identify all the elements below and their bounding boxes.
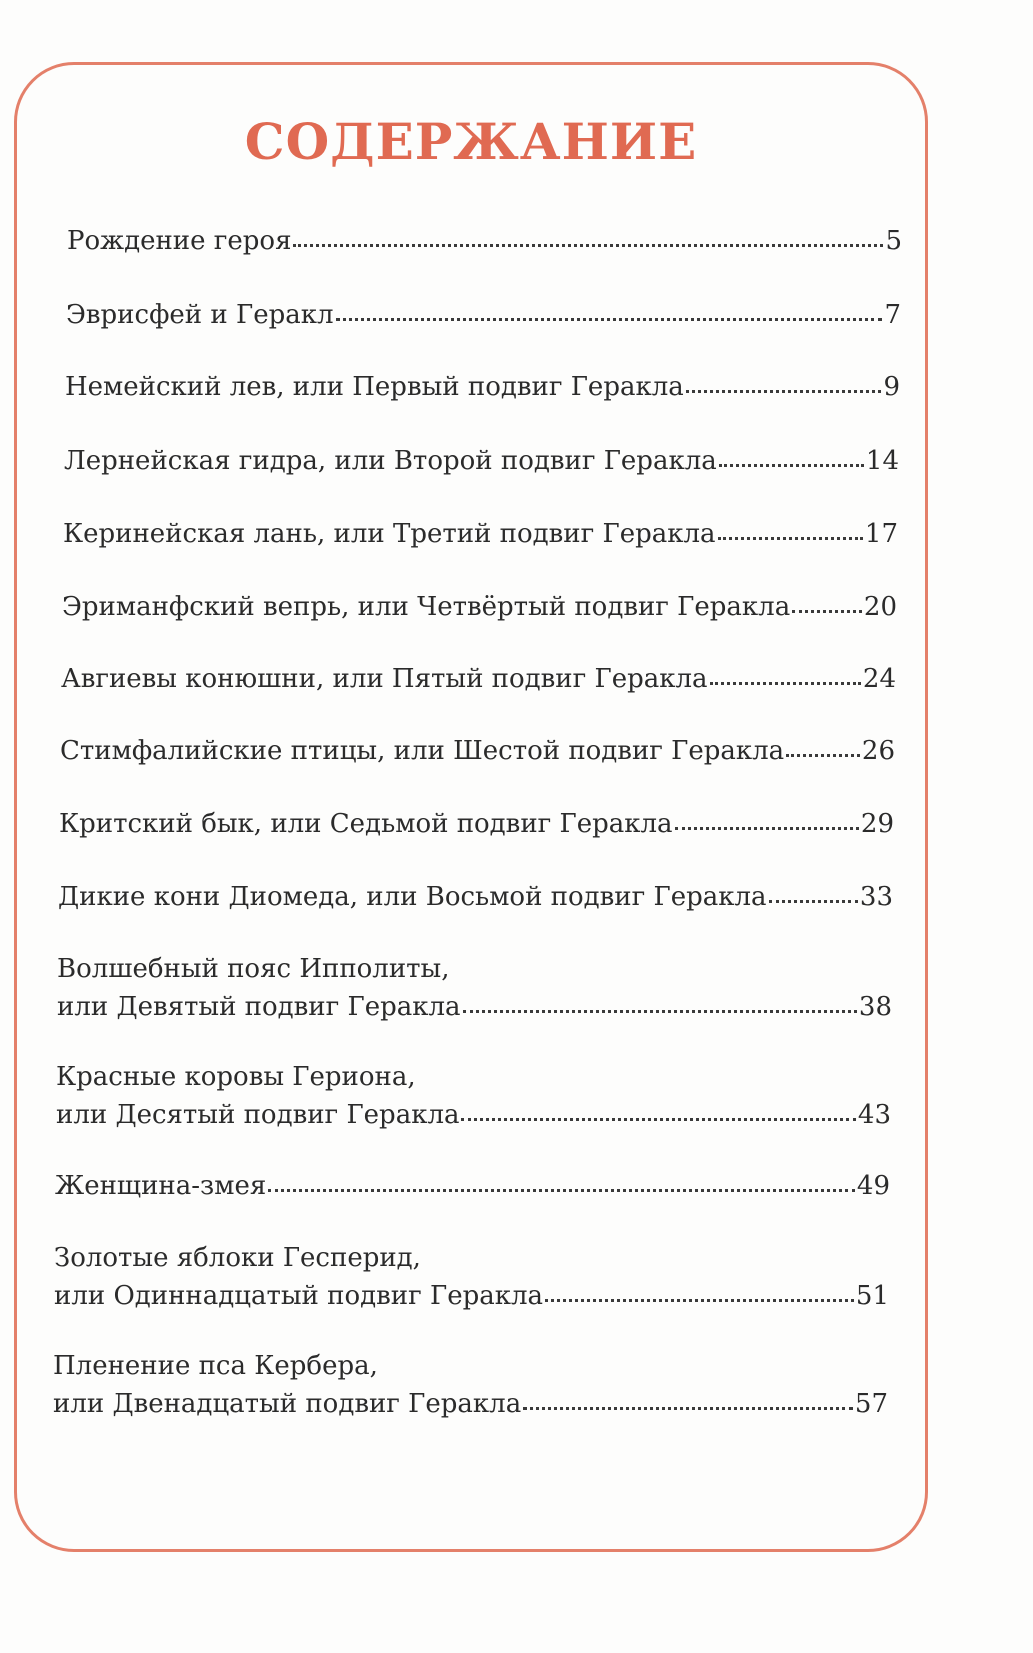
toc-entry: [56, 1058, 891, 1134]
toc-entry: [66, 296, 901, 334]
dot-leader: [545, 1284, 854, 1304]
toc-page-number: 20: [863, 592, 897, 622]
dot-leader: [336, 303, 883, 323]
toc-entry: [61, 660, 896, 698]
toc-entry-title-line1: Красные коровы Гериона,: [56, 1062, 416, 1092]
page-title: СОДЕРЖАНИЕ: [244, 112, 698, 171]
toc-page-number: 29: [860, 809, 894, 839]
toc-entry: [53, 1347, 888, 1423]
toc-entry-title: Критский бык, или Седьмой подвиг Геракла: [59, 809, 673, 839]
dot-leader: [786, 739, 860, 759]
dot-leader: [523, 1392, 853, 1412]
toc-entry: [60, 732, 895, 770]
dot-leader: [461, 1103, 855, 1123]
dot-leader: [268, 1174, 855, 1194]
toc-page-number: 5: [885, 226, 902, 256]
toc-page-number: 33: [859, 882, 893, 912]
toc-entry-title: Женщина-змея: [55, 1171, 267, 1201]
toc-entry: [65, 368, 900, 406]
dot-leader: [792, 595, 862, 615]
toc-entry: [67, 222, 902, 260]
toc-page-number: 43: [857, 1100, 891, 1130]
toc-entry: [62, 588, 897, 626]
toc-entry-title: Лернейская гидра, или Второй подвиг Геракла: [64, 446, 717, 476]
toc-entry-title: или Десятый подвиг Геракла: [56, 1100, 460, 1130]
dot-leader: [719, 449, 864, 469]
toc-page-number: 24: [862, 664, 896, 694]
toc-page-number: 17: [864, 519, 898, 549]
toc-page-number: 51: [855, 1281, 889, 1311]
toc-entry-title: Немейский лев, или Первый подвиг Геракла: [65, 372, 684, 402]
toc-entry: [64, 442, 899, 480]
toc-entry: [57, 950, 892, 1026]
toc-entry: [59, 805, 894, 843]
dot-leader: [769, 885, 858, 905]
toc-entry: [55, 1167, 890, 1205]
toc-entry-title: Дикие кони Диомеда, или Восьмой подвиг Геракла: [58, 882, 767, 912]
dot-leader: [710, 667, 861, 687]
toc-page-number: 57: [854, 1389, 888, 1419]
toc-page-number: 26: [861, 736, 895, 766]
toc-entry-title-line1: Пленение пса Кербера,: [53, 1351, 378, 1381]
toc-entry-title: или Двенадцатый подвиг Геракла: [53, 1389, 522, 1419]
dot-leader: [686, 375, 882, 395]
toc-page-number: 7: [884, 300, 901, 330]
dot-leader: [463, 995, 857, 1015]
toc-page-number: 38: [858, 992, 892, 1022]
toc-entry-title: или Девятый подвиг Геракла: [57, 992, 461, 1022]
toc-page-number: 9: [883, 372, 900, 402]
toc-entry-title: Керинейская лань, или Третий подвиг Геракла: [63, 519, 716, 549]
toc-page-number: 49: [856, 1171, 890, 1201]
toc-entry-title: или Одиннадцатый подвиг Геракла: [54, 1281, 544, 1311]
toc-entry-title: Эриманфский вепрь, или Четвёртый подвиг Геракла: [62, 592, 791, 622]
dot-leader: [718, 522, 863, 542]
toc-entry-title: Авгиевы конюшни, или Пятый подвиг Геракла: [61, 664, 708, 694]
toc-entry: [58, 878, 893, 916]
dot-leader: [293, 229, 883, 249]
toc-entry: [63, 515, 898, 553]
toc-entry: [54, 1239, 889, 1315]
toc-entry-title: Рождение героя: [67, 226, 292, 256]
toc-entry-title: Эврисфей и Геракл: [66, 300, 334, 330]
toc-entry-title-line1: Золотые яблоки Гесперид,: [54, 1243, 421, 1273]
toc-page-number: 14: [865, 446, 899, 476]
dot-leader: [675, 812, 859, 832]
toc-entry-title: Стимфалийские птицы, или Шестой подвиг Геракла: [60, 736, 785, 766]
toc-entry-title-line1: Волшебный пояс Ипполиты,: [57, 954, 450, 984]
